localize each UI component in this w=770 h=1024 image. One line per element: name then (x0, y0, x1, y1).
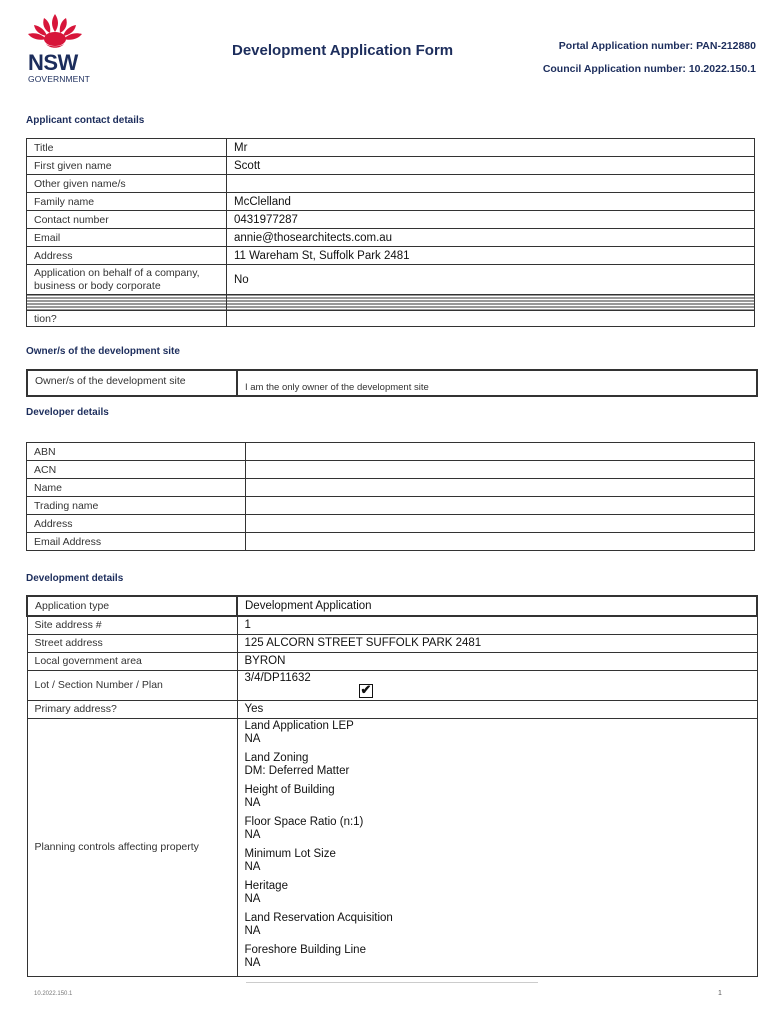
field-label: ABN (27, 443, 246, 461)
table-row (27, 157, 755, 175)
trading-name-value[interactable] (246, 497, 755, 515)
table-row (27, 193, 755, 211)
footer-reference: 10.2022.150.1 (34, 991, 73, 997)
application-type-value[interactable]: Development Application (237, 596, 757, 616)
field-label: tion? (27, 311, 227, 327)
table-row (27, 652, 757, 670)
abn-value[interactable] (246, 443, 755, 461)
address-value[interactable]: 11 Wareham St, Suffolk Park 2481 (227, 247, 755, 265)
first-name-value[interactable]: Scott (227, 157, 755, 175)
developer-name-value[interactable] (246, 479, 755, 497)
table-row (27, 616, 757, 634)
owners-value[interactable]: I am the only owner of the development site (237, 370, 757, 396)
table-row (27, 634, 757, 652)
section-title-development: Development details (26, 573, 124, 584)
table-row (27, 211, 755, 229)
divider (27, 295, 227, 311)
planning-control-item: Height of Building NA (244, 783, 335, 809)
family-name-value[interactable]: McClelland (227, 193, 755, 211)
planning-control-item: Land Reservation Acquisition NA (244, 911, 393, 937)
title-value[interactable]: Mr (227, 139, 755, 157)
street-address-value[interactable]: 125 ALCORN STREET SUFFOLK PARK 2481 (237, 634, 757, 652)
field-label: Primary address? (27, 700, 237, 718)
table-row (27, 515, 755, 533)
nsw-wordmark: NSW (28, 50, 78, 75)
field-label: Trading name (27, 497, 246, 515)
field-label: Local government area (27, 652, 237, 670)
field-label: Email (27, 229, 227, 247)
developer-table (26, 442, 755, 551)
waratah-icon (24, 12, 86, 52)
planning-controls-cell (237, 718, 757, 976)
table-row (27, 311, 755, 327)
table-row (27, 247, 755, 265)
field-label: Contact number (27, 211, 227, 229)
planning-controls-list (245, 720, 750, 970)
developer-email-value[interactable] (246, 533, 755, 551)
owners-table (26, 369, 758, 397)
field-label: Lot / Section Number / Plan (27, 670, 237, 700)
overlapped-rows (27, 295, 755, 311)
table-row (27, 596, 757, 616)
field-label: Email Address (27, 533, 246, 551)
page-title: Development Application Form (232, 42, 454, 59)
email-value[interactable]: annie@thosearchitects.com.au (227, 229, 755, 247)
table-row (27, 670, 757, 700)
field-label: Address (27, 515, 246, 533)
planning-control-item: Floor Space Ratio (n:1) NA (244, 815, 364, 841)
planning-control-item: Heritage NA (244, 879, 288, 905)
table-row (27, 443, 755, 461)
company-value[interactable]: No (227, 265, 755, 295)
section-title-developer: Developer details (26, 407, 109, 418)
field-label: Street address (27, 634, 237, 652)
lga-value[interactable]: BYRON (237, 652, 757, 670)
table-row (27, 139, 755, 157)
primary-address-value[interactable]: Yes (237, 700, 757, 718)
table-row (27, 479, 755, 497)
acn-value[interactable] (246, 461, 755, 479)
field-label: Owner/s of the development site (27, 370, 237, 396)
field-label: Application on behalf of a company, business or body corporate (27, 265, 227, 295)
planning-control-item: Land Application LEP NA (244, 719, 354, 745)
development-table (26, 595, 758, 977)
cut-value[interactable] (227, 311, 755, 327)
section-title-applicant: Applicant contact details (26, 115, 145, 126)
field-label: ACN (27, 461, 246, 479)
table-row (27, 265, 755, 295)
table-row (27, 718, 757, 976)
planning-control-item: Minimum Lot Size NA (244, 847, 336, 873)
lot-value-cell (237, 670, 757, 700)
planning-control-item: Land Zoning DM: Deferred Matter (244, 751, 350, 777)
planning-control-item: Foreshore Building Line NA (244, 943, 366, 969)
table-row (27, 229, 755, 247)
developer-address-value[interactable] (246, 515, 755, 533)
table-row (27, 533, 755, 551)
other-names-value[interactable] (227, 175, 755, 193)
table-row (27, 370, 757, 396)
field-label: Application type (27, 596, 237, 616)
field-label: Address (27, 247, 227, 265)
field-label: Site address # (27, 616, 237, 634)
lot-value: 3/4/DP11632 (244, 671, 311, 684)
field-label: Planning controls affecting property (27, 718, 237, 976)
primary-address-checkbox[interactable] (359, 681, 373, 698)
nsw-government-logo (24, 12, 90, 88)
footer-divider (246, 982, 538, 983)
field-label: First given name (27, 157, 227, 175)
contact-number-value[interactable]: 0431977287 (227, 211, 755, 229)
government-wordmark: GOVERNMENT (28, 74, 90, 84)
applicant-table (26, 138, 755, 327)
field-label: Family name (27, 193, 227, 211)
page-number: 1 (718, 990, 722, 997)
table-row (27, 461, 755, 479)
field-label: Name (27, 479, 246, 497)
table-row (27, 497, 755, 515)
check-icon: ✔ (360, 681, 372, 697)
field-label: Other given name/s (27, 175, 227, 193)
field-label: Title (27, 139, 227, 157)
council-application-number: Council Application number: 10.2022.150.1 (542, 63, 756, 75)
site-address-number-value[interactable]: 1 (237, 616, 757, 634)
table-row (27, 175, 755, 193)
divider (227, 295, 755, 311)
portal-application-number: Portal Application number: PAN-212880 (558, 40, 756, 52)
section-title-owners: Owner/s of the development site (26, 346, 180, 357)
table-row (27, 700, 757, 718)
